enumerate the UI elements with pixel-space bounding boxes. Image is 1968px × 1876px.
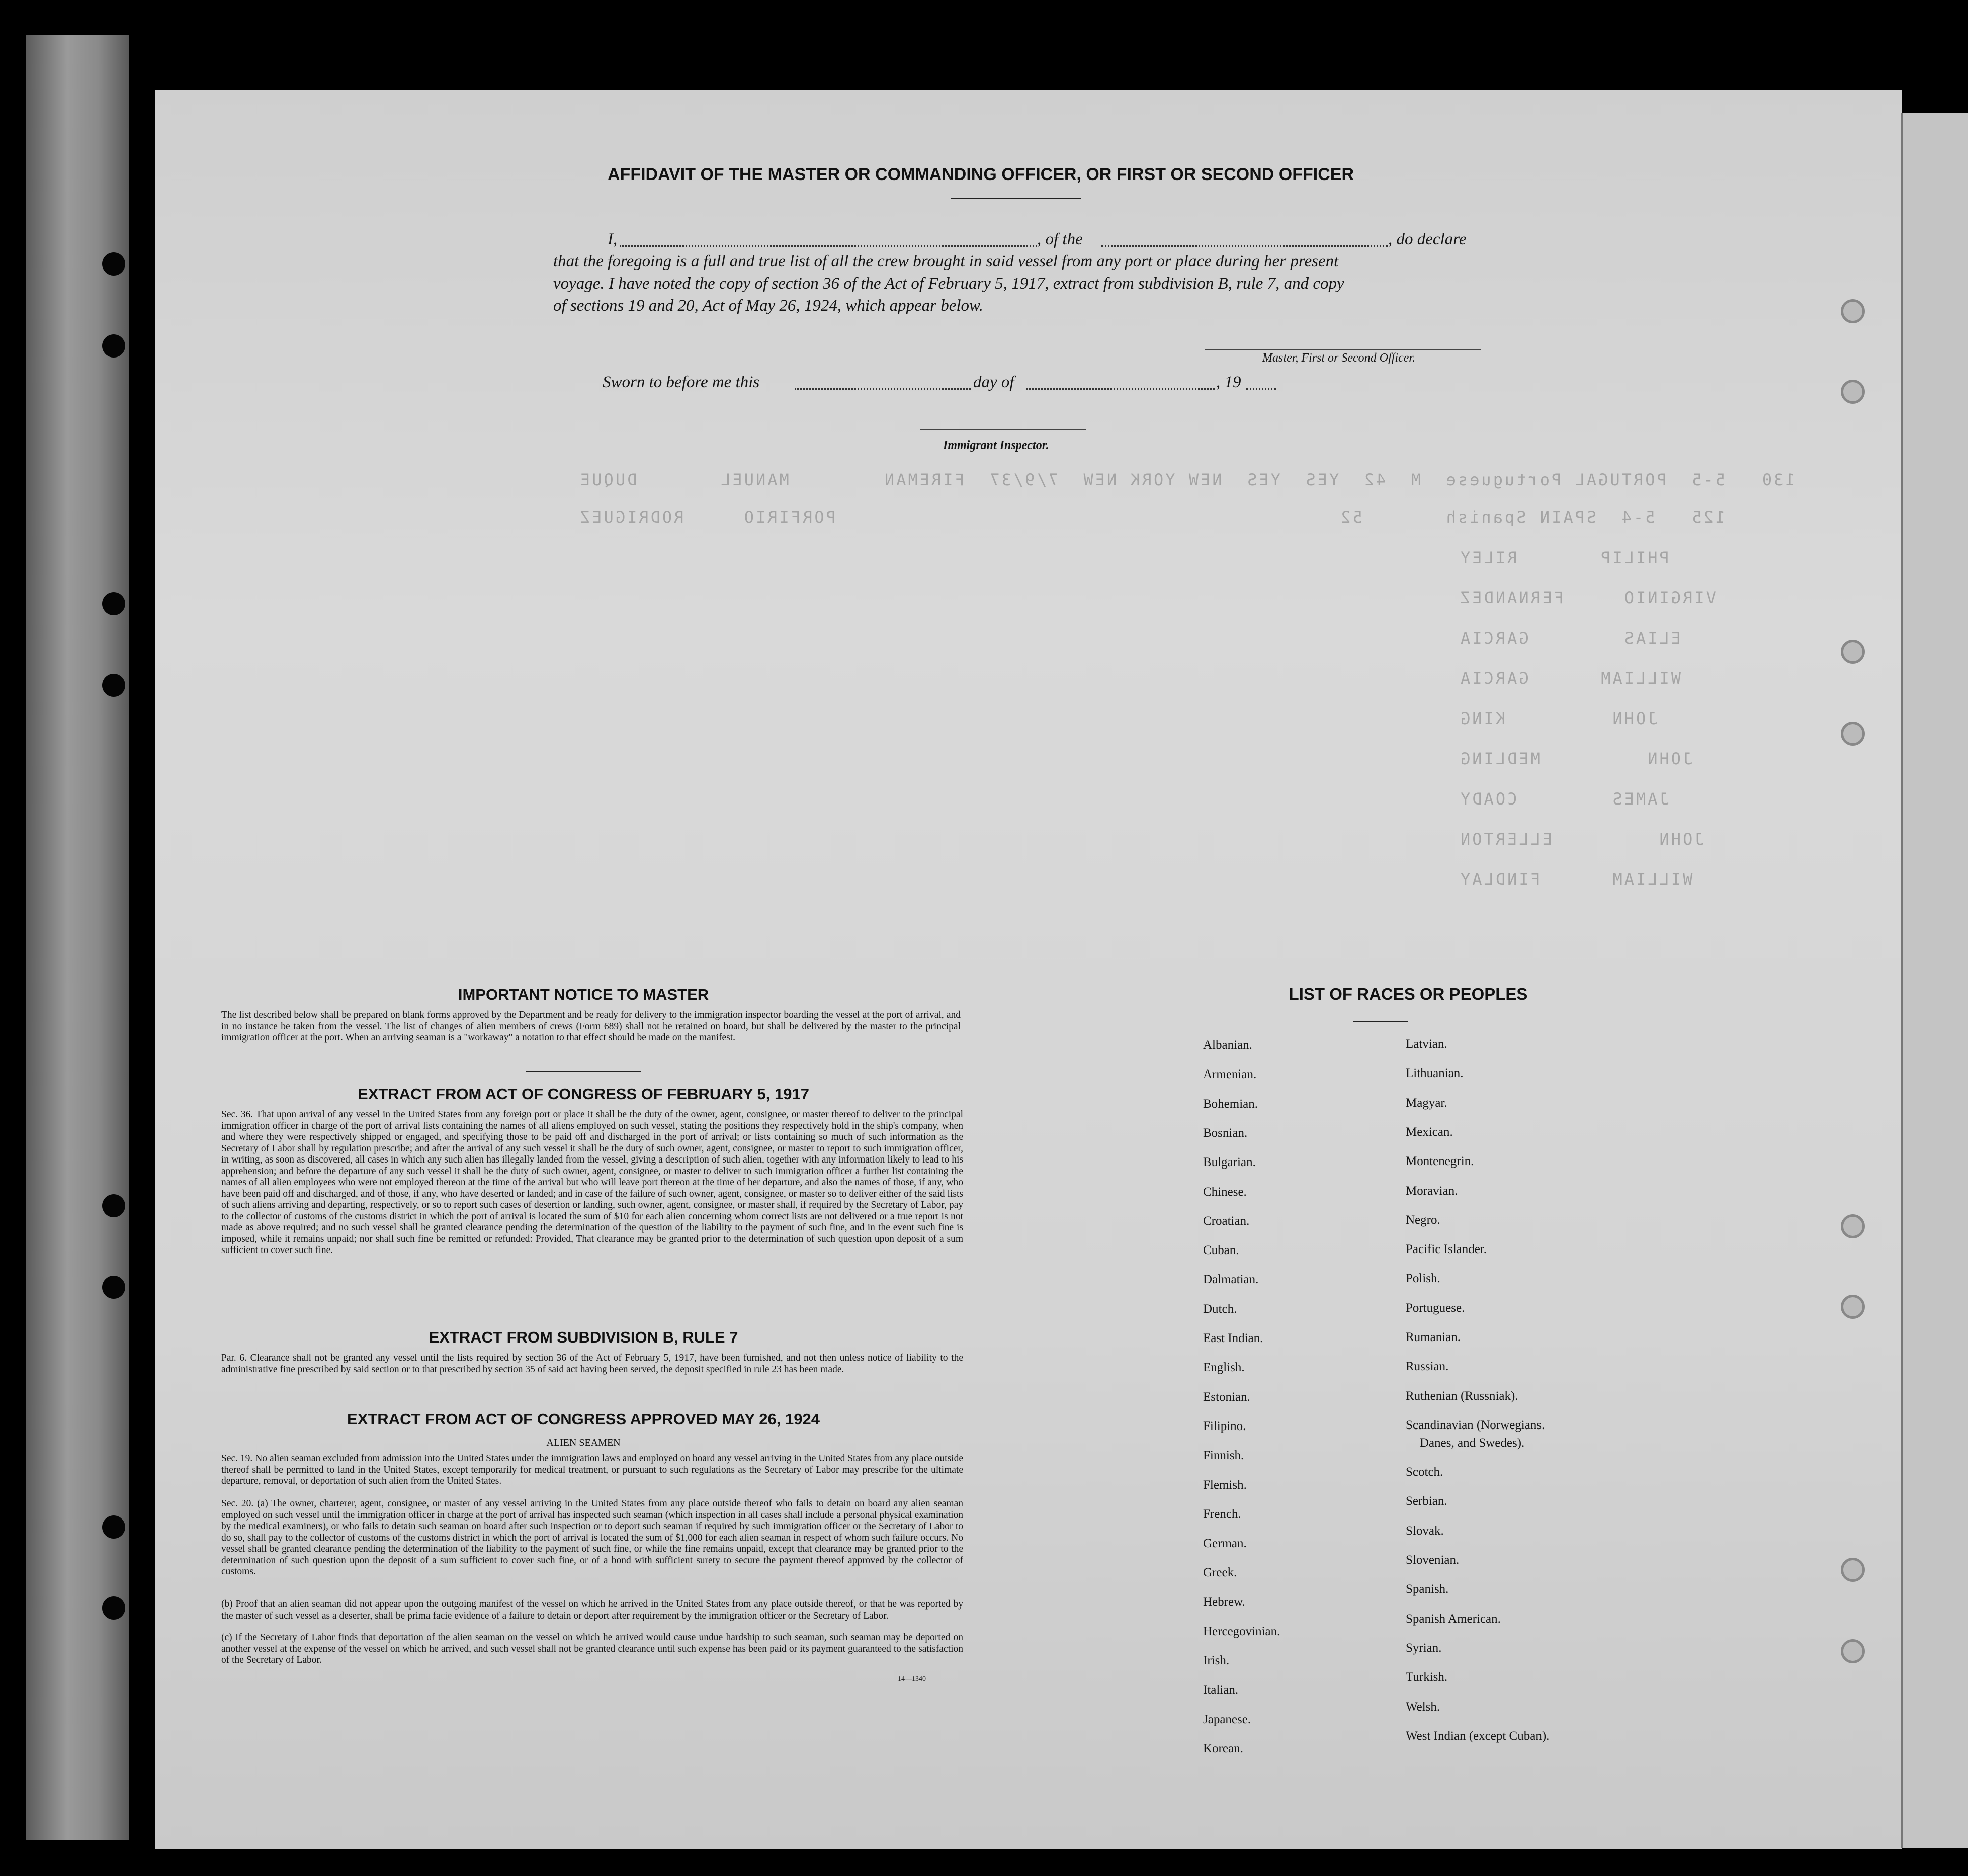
race-item: Dutch. <box>1203 1302 1237 1316</box>
punch-hole <box>102 334 125 358</box>
race-item: Spanish American. <box>1406 1612 1501 1626</box>
extract-1924-sec20c: (c) If the Secretary of Labor finds that deportation of the alien seaman on the vessel on which he arrived would cause undue hardship to such seaman, such seaman may be deported on another vessel at the expense of the vessel on which he arrived, and such vessel shall not be granted clearance until such expense has been paid or its payment guaranteed to the satisfaction of the Secretary of Labor. <box>221 1632 963 1665</box>
race-item: Korean. <box>1203 1742 1243 1756</box>
race-item: Russian. <box>1406 1360 1449 1374</box>
sworn-line-c: , 19 <box>1216 373 1241 391</box>
punch-hole <box>102 1194 125 1217</box>
race-item: Welsh. <box>1406 1700 1440 1714</box>
race-item: Portuguese. <box>1406 1301 1465 1315</box>
bleed-through-row: WILLIAM FINDLAY <box>1459 870 1693 889</box>
sworn-year-blank <box>1246 388 1276 390</box>
sworn-date-blank <box>795 388 971 390</box>
race-item: Italian. <box>1203 1683 1239 1697</box>
race-item: Croatian. <box>1203 1214 1250 1228</box>
binder-ring <box>1841 1295 1865 1319</box>
bleed-through-row: JOHN ELLERTON <box>1459 830 1704 849</box>
punch-hole <box>102 1596 125 1620</box>
race-item: Mexican. <box>1406 1125 1453 1139</box>
rule-7-text: Par. 6. Clearance shall not be granted any vessel until the lists required by section 36 of the Act of February 5, 1917, have been furnished, and not then unless notice of liability to the administrative fine prescribed by said section or to that prescribed by section 35 of said act having been served, the deposit specified in rule 23 has been made. <box>221 1353 963 1375</box>
race-item: Scotch. <box>1406 1465 1443 1479</box>
race-item: Flemish. <box>1203 1478 1247 1492</box>
declaration-line-2: that the foregoing is a full and true list of all the crew brought in said vessel from any port or place during her present <box>553 252 1339 271</box>
race-item: Estonian. <box>1203 1390 1250 1404</box>
binder-ring <box>1841 380 1865 404</box>
race-item: Scandinavian (Norwegians. <box>1406 1418 1545 1432</box>
race-item: Moravian. <box>1406 1184 1458 1198</box>
extract-1924-subtitle: ALIEN SEAMEN <box>546 1437 621 1448</box>
sworn-line-b: day of <box>973 373 1014 391</box>
bleed-through-row: JOHN MEDLING <box>1459 749 1693 768</box>
bleed-through-row: 130 5-5 PORTUGAL Portuguese M 42 YES YES NEW YORK NEW 7/9/37 FIREMAN MANUEL DUQUE <box>578 470 1795 489</box>
race-item: Montenegrin. <box>1406 1154 1474 1169</box>
extract-1917-text: Sec. 36. That upon arrival of any vessel in the United States from any foreign port or place it shall be the duty of the owner, agent, consignee, or master thereof to deliver to the principal immigration officer in charge of the port of arrival lists containing the names of all aliens employed on such vessel, stating the positions they respectively hold in the ship's company, when and where they were respectively shipped or engaged, and specifying those to be paid off and discharged in the port of arrival; or lists containing so much of such information as the Secretary of Labor shall by regulation prescribe; and after the arrival of any such vessel it shall be the duty of such owner, agent, consignee, or master to report to such immigration officer, in writing, as soon as discovered, all cases in which any such alien has illegally landed from the vessel, giving a description of such alien, together with any information likely to lead to his apprehension; and before the departure of any such vessel it shall be the duty of such owner, agent, consignee, or master to deliver to such immigration officer a further list containing the names of all alien employees who were not employed thereon at the time of the arrival but who will leave port thereon at the time of her departure, and also the names of those, if any, who have been paid off and discharged, and of those, if any, who have deserted or landed; and in case of the failure of such owner, agent, consignee, or master so to deliver either of the said lists of such aliens arriving and departing, respectively, or so to report such cases of desertion or landing, such owner, agent, consignee, or master shall, if required by the Secretary of Labor, pay to the collector of customs of the customs district in which the port of arrival is located the sum of $10 for each alien concerning whom correct lists are not delivered or a true report is not made as above required; and no such vessel shall be granted clearance pending the determination of the question of the liability to the payment of such fine, and in the event such fine is imposed, while it remains unpaid; nor shall such fine be remitted or refunded: Provided, That clearance may be granted prior to the determination of such question upon deposit of a sum sufficient to cover such fine. <box>221 1109 963 1256</box>
race-item: Slovak. <box>1406 1524 1444 1538</box>
race-item: Slovenian. <box>1406 1553 1460 1567</box>
declaration-line-1a: I, <box>608 230 618 248</box>
race-item: Bohemian. <box>1203 1097 1258 1111</box>
race-item: Albanian. <box>1203 1038 1252 1052</box>
name-blank <box>620 245 1037 247</box>
bleed-through-row: PHILIP RILEY <box>1459 548 1669 567</box>
race-item: English. <box>1203 1361 1245 1375</box>
race-item: Dalmatian. <box>1203 1273 1259 1287</box>
race-item: Rumanian. <box>1406 1330 1461 1344</box>
declaration-line-1c: , do declare <box>1388 230 1467 248</box>
race-item: Chinese. <box>1203 1185 1247 1199</box>
title-rule <box>951 198 1081 199</box>
race-item: Bosnian. <box>1203 1126 1248 1140</box>
race-item: Pacific Islander. <box>1406 1242 1487 1257</box>
race-item: Lithuanian. <box>1406 1066 1464 1081</box>
race-item: Polish. <box>1406 1272 1440 1286</box>
binder-ring <box>1841 299 1865 323</box>
punch-hole <box>102 674 125 697</box>
declaration-line-3: voyage. I have noted the copy of section 36 of the Act of February 5, 1917, extract from subdivision B, rule 7, and copy <box>553 275 1344 293</box>
extract-1924-title: EXTRACT FROM ACT OF CONGRESS APPROVED MAY 26, 1924 <box>347 1410 820 1428</box>
inspector-caption: Immigrant Inspector. <box>943 439 1049 452</box>
rule-7-title: EXTRACT FROM SUBDIVISION B, RULE 7 <box>429 1328 738 1346</box>
sworn-month-blank <box>1026 388 1215 390</box>
extract-1924-sec20a: Sec. 20. (a) The owner, charterer, agent, consignee, or master of any vessel arriving in the United States from any place outside thereof who fails to detain on board any alien seaman employed on such vessel until the immigration officer in charge at the port of arrival has inspected such seaman (which inspection in all cases shall include a personal physical examination by the medical examiners), or who fails to detain such seaman on board after such inspection or to deport such seaman if required by such immigration officer or the Secretary of Labor to do so, shall pay to the collector of customs of the customs district in which the port of arrival is located the sum of $1,000 for each alien seaman in respect of whom such failure occurs. No vessel shall be granted clearance pending the determination of the liability to the payment of such fine, or while the fine remains unpaid, except that clearance may be granted prior to the determination of such question upon the deposit of a sum sufficient to cover such fine, or of a bond with sufficient surety to secure the payment thereof approved by the collector of customs. <box>221 1498 963 1577</box>
bleed-through-row: JOHN KING <box>1459 709 1658 728</box>
document-page <box>155 90 1902 1849</box>
binder-ring <box>1841 1214 1865 1238</box>
notice-rule <box>526 1071 641 1072</box>
race-item: Bulgarian. <box>1203 1155 1256 1170</box>
binder-ring <box>1841 722 1865 746</box>
race-item: German. <box>1203 1537 1247 1551</box>
bleed-through-row: ELIAS GARCIA <box>1459 629 1681 648</box>
adjacent-page-edge <box>1901 113 1968 1848</box>
bleed-through-row: JAMES COADY <box>1459 789 1669 809</box>
race-item: West Indian (except Cuban). <box>1406 1729 1550 1743</box>
inspector-signature-line <box>920 429 1086 430</box>
race-item: Filipino. <box>1203 1419 1246 1433</box>
sworn-line-a: Sworn to before me this <box>603 373 760 391</box>
race-item: Finnish. <box>1203 1449 1244 1463</box>
race-item: Latvian. <box>1406 1037 1447 1051</box>
race-item: Negro. <box>1406 1213 1440 1227</box>
declaration-line-1b: , of the <box>1037 230 1083 248</box>
race-item: Serbian. <box>1406 1494 1447 1508</box>
scanner-strip <box>26 35 129 1840</box>
race-item: Magyar. <box>1406 1096 1447 1110</box>
race-item: Armenian. <box>1203 1067 1257 1082</box>
bleed-through-row: 125 5-4 SPAIN Spanish 52 PORFIRIO RODRIGUEZ <box>578 508 1726 527</box>
race-item: Irish. <box>1203 1654 1230 1668</box>
declaration-line-4: of sections 19 and 20, Act of May 26, 1924, which appear below. <box>553 297 983 315</box>
master-caption: Master, First or Second Officer. <box>1262 351 1415 365</box>
bleed-through-row: VIRGINIO FERNANDEZ <box>1459 588 1716 607</box>
bleed-through-row: WILLIAM GARCIA <box>1459 669 1681 688</box>
notice-title: IMPORTANT NOTICE TO MASTER <box>458 986 709 1003</box>
race-item: French. <box>1203 1507 1241 1521</box>
vessel-blank <box>1101 245 1388 247</box>
punch-hole <box>102 1515 125 1539</box>
race-item: Turkish. <box>1406 1670 1448 1684</box>
binder-ring <box>1841 640 1865 664</box>
extract-1924-sec20b: (b) Proof that an alien seaman did not appear upon the outgoing manifest of the vessel on which he arrived in the United States from any place outside thereof, or that he was reported by the master of such vessel as a deserter, shall be prima facie evidence of a failure to detain or deport after requirement by the immigration officer or the Secretary of Labor. <box>221 1599 963 1621</box>
punch-hole <box>102 1276 125 1299</box>
extract-1924-sec19: Sec. 19. No alien seaman excluded from admission into the United States under the immigration laws and employed on board any vessel arriving in the United States from any place outside thereof shall be permitted to land in the United States, except temporarily for medical treatment, or pursuant to such regulations as the Secretary of Labor may prescribe for the ultimate departure, removal, or deportation of such alien from the United States. <box>221 1453 963 1486</box>
race-item: Hebrew. <box>1203 1595 1245 1609</box>
race-item: Greek. <box>1203 1566 1237 1580</box>
race-item: Syrian. <box>1406 1641 1442 1655</box>
race-item: Spanish. <box>1406 1582 1449 1596</box>
race-item: Japanese. <box>1203 1712 1251 1726</box>
affidavit-title: AFFIDAVIT OF THE MASTER OR COMMANDING OFFICER, OR FIRST OR SECOND OFFICER <box>608 165 1354 184</box>
race-item: Danes, and Swedes). <box>1420 1436 1525 1450</box>
race-item: Ruthenian (Russniak). <box>1406 1389 1518 1403</box>
punch-hole <box>102 252 125 276</box>
punch-hole <box>102 592 125 615</box>
notice-text: The list described below shall be prepared on blank forms approved by the Department and be ready for delivery to the immigration inspector boarding the vessel at the port of arrival, and in no instance be taken from the vessel. The list of changes of alien members of crews (Form 689) shall not be retained on board, but shall be delivered by the master to the principal immigration officer at the port. When an arriving seaman is a "workaway" a notation to that effect should be made on the manifest. <box>221 1010 961 1043</box>
races-title: LIST OF RACES OR PEOPLES <box>1289 985 1528 1003</box>
race-item: Cuban. <box>1203 1243 1239 1258</box>
binder-ring <box>1841 1639 1865 1663</box>
race-item: East Indian. <box>1203 1331 1263 1345</box>
extract-1917-title: EXTRACT FROM ACT OF CONGRESS OF FEBRUARY 5, 1917 <box>358 1085 809 1103</box>
form-code: 14—1340 <box>898 1675 926 1683</box>
races-rule <box>1353 1021 1408 1022</box>
race-item: Hercegovinian. <box>1203 1625 1280 1638</box>
binder-ring <box>1841 1558 1865 1582</box>
